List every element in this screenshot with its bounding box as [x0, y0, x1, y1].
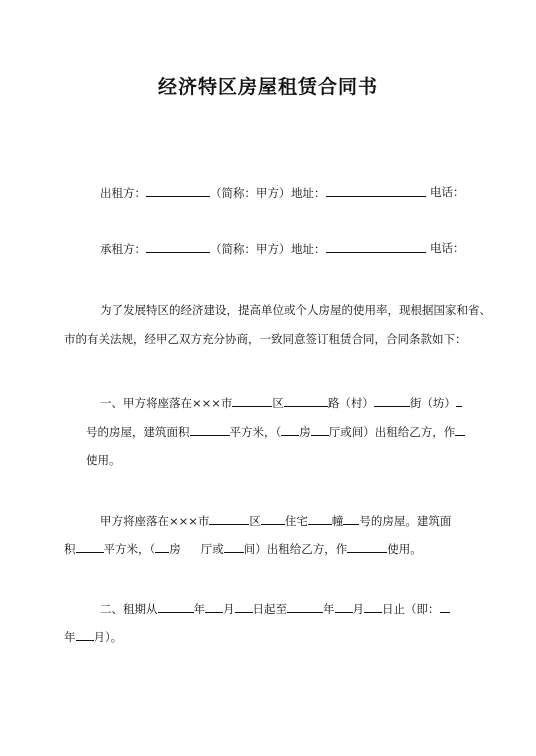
- lessor-label: 出租方：: [100, 186, 146, 200]
- blank: [155, 540, 169, 553]
- clause1b-text-7: 平方米，（: [103, 542, 156, 556]
- blank: [440, 600, 450, 613]
- clause1-line-2: [86, 423, 465, 440]
- clause1b-text-9: 厅或: [200, 542, 224, 556]
- clause1-text-6: 平方米，（: [229, 425, 282, 439]
- clause1-text-7: 房: [299, 425, 311, 439]
- clause1-text-3: 路（村）: [327, 396, 374, 410]
- blank: [335, 600, 353, 613]
- blank: [343, 512, 359, 525]
- clause1-text-8: 厅或间）出租给乙方，作: [328, 425, 456, 439]
- clause2-text-3: 月: [223, 602, 235, 616]
- lessee-phone: [430, 240, 465, 256]
- clause1-line-1: [100, 394, 462, 411]
- blank: [224, 540, 244, 553]
- blank: [281, 423, 299, 436]
- intro-line-1: 为了发展特区的经济建设，提高单位或个人房屋的使用率，现根据国家和省、: [100, 303, 491, 317]
- lessor-phone: [430, 184, 465, 200]
- intro-line-2: 市的有关法规，经甲乙双方充分协商，一致同意签订租赁合同，合同条款如下：: [64, 332, 467, 346]
- clause2-text-8: 年: [64, 630, 76, 644]
- clause2-text-1: 二、租期从: [100, 602, 158, 616]
- clause1b-text-5: 号的房屋。建筑面: [359, 514, 452, 528]
- clause2-line-2: [64, 628, 122, 645]
- lessee-address-blank: [326, 240, 426, 253]
- clause1-text-5: 号的房屋，建筑面积: [86, 425, 190, 439]
- clause2-text-5: 年: [323, 602, 335, 616]
- clause1b-text-10: 间）出租给乙方，作: [243, 542, 348, 556]
- clause2-text-7: 日止（即：: [382, 602, 440, 616]
- clause1-text-4: 街（坊）: [409, 396, 456, 410]
- clause1-line-3: 使用。: [86, 453, 121, 467]
- lessee-label: 承租方：: [100, 242, 146, 256]
- lessor-phone-label: 电话：: [430, 185, 465, 199]
- lessor-short: （简称：甲方）: [210, 186, 291, 200]
- blank: [364, 600, 382, 613]
- lessee-address-label: 地址：: [291, 242, 326, 256]
- clause2-text-9: 月）。: [93, 630, 123, 644]
- clause1-text-2: 区: [272, 396, 284, 410]
- clause1b-text-11: 使用。: [387, 542, 422, 556]
- blank: [374, 394, 410, 407]
- blank: [287, 600, 323, 613]
- clause1b-text-8: 房: [169, 542, 181, 556]
- blank: [158, 600, 194, 613]
- blank: [76, 628, 94, 641]
- clause1b-text-1: 甲方将座落在×××市: [100, 514, 210, 528]
- blank: [232, 394, 272, 407]
- blank: [76, 540, 104, 553]
- blank: [190, 423, 230, 436]
- lessee-address: [291, 240, 426, 257]
- blank: [209, 512, 249, 525]
- lessee-short: （简称：甲方）: [210, 242, 291, 256]
- blank: [261, 512, 285, 525]
- clause1b-text-2: 区: [249, 514, 261, 528]
- clause1b-text-6: 积: [64, 542, 76, 556]
- clause1b-line-1: [100, 512, 451, 529]
- blank: [284, 394, 328, 407]
- blank: [205, 600, 223, 613]
- lessor-name-blank: [146, 184, 210, 197]
- lessee-name-blank: [146, 240, 210, 253]
- lessor-line: [100, 184, 291, 201]
- lessee-phone-label: 电话：: [430, 241, 465, 255]
- blank: [347, 540, 387, 553]
- clause2-text-4: 日起至: [252, 602, 287, 616]
- blank: [235, 600, 253, 613]
- blank: [455, 423, 465, 436]
- blank: [308, 512, 332, 525]
- clause2-text-6: 月: [352, 602, 364, 616]
- blank: [311, 423, 329, 436]
- lessor-address: [291, 184, 426, 201]
- clause1-text-1: 一、甲方将座落在×××市: [100, 396, 233, 410]
- clause1b-text-3: 住宅: [284, 514, 308, 528]
- clause2-text-2: 年: [193, 602, 205, 616]
- document-title: 经济特区房屋租赁合同书: [157, 76, 378, 98]
- blank: [456, 394, 462, 407]
- clause1b-line-2: [64, 540, 422, 557]
- clause1b-text-4: 幢: [331, 514, 344, 528]
- clause2-line-1: [100, 600, 450, 617]
- lessor-address-label: 地址：: [291, 186, 326, 200]
- lessee-line: [100, 240, 291, 257]
- lessor-address-blank: [326, 184, 426, 197]
